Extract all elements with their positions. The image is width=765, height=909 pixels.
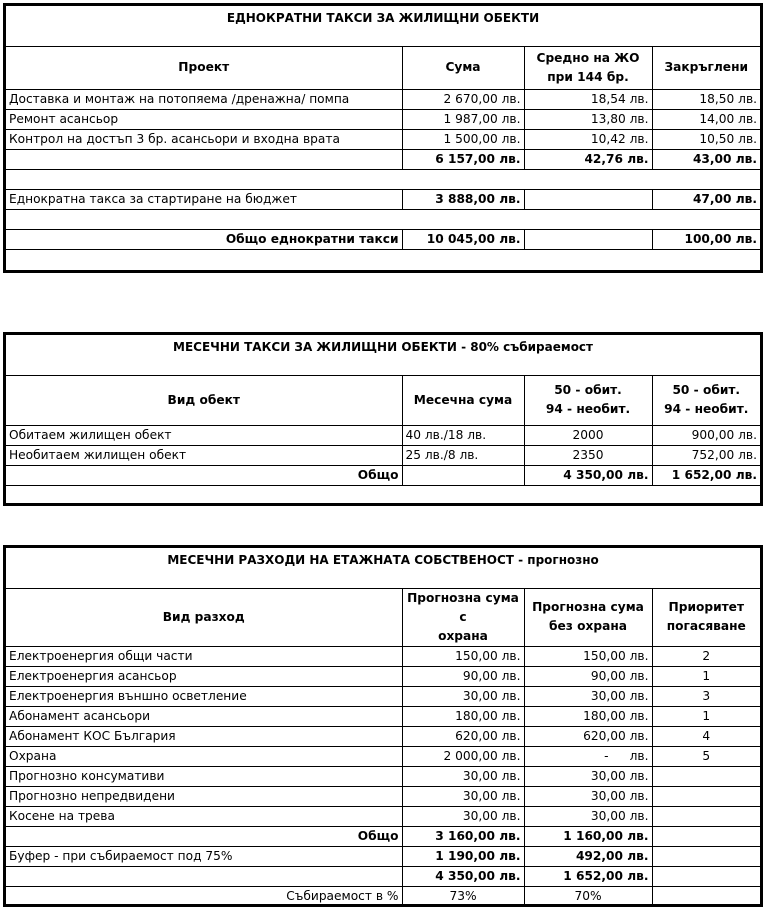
cell-without-guard: 90,00 лв. xyxy=(524,666,652,686)
header-line2: без охрана xyxy=(549,619,627,633)
subtotal-rounded: 43,00 лв. xyxy=(652,149,760,169)
budget-start-label: Еднократна такса за стартиране на бюджет xyxy=(6,189,402,209)
collection-without-guard: 70% xyxy=(524,886,652,906)
header-line2: погасяване xyxy=(666,619,746,633)
cell-sum: 1 500,00 лв. xyxy=(402,129,524,149)
buffer-label: Буфер - при събираемост под 75% xyxy=(6,846,402,866)
buffer-without-guard: 492,00 лв. xyxy=(524,846,652,866)
cell-col3: 2350 xyxy=(524,445,652,465)
cell-empty xyxy=(524,189,652,209)
buffer-row xyxy=(6,846,760,866)
cell-type: Абонамент КОС България xyxy=(6,726,402,746)
total-label: Общо еднократни такси xyxy=(6,229,402,249)
table-row xyxy=(6,726,760,746)
cell-empty xyxy=(6,209,760,229)
cell-with-guard: 180,00 лв. xyxy=(402,706,524,726)
cell-type: Електроенергия общи части xyxy=(6,646,402,666)
cell-without-guard: 30,00 лв. xyxy=(524,786,652,806)
budget-start-rounded: 47,00 лв. xyxy=(652,189,760,209)
cell-with-guard: 620,00 лв. xyxy=(402,726,524,746)
monthly-expenses-table xyxy=(3,545,763,907)
blank-row xyxy=(6,485,760,505)
cell-priority: 1 xyxy=(652,666,760,686)
collection-row xyxy=(6,886,760,906)
grand-total-row xyxy=(6,866,760,886)
total-rounded: 100,00 лв. xyxy=(652,229,760,249)
header-line2: охрана xyxy=(438,628,488,643)
header-type: Вид разход xyxy=(6,588,402,646)
total-col3: 4 350,00 лв. xyxy=(524,465,652,485)
header-priority xyxy=(652,588,760,646)
table-row xyxy=(6,646,760,666)
cell-empty xyxy=(524,229,652,249)
cell-monthly-sum: 40 лв./18 лв. xyxy=(402,425,524,445)
total-label: Общо xyxy=(6,465,402,485)
monthly-fees-table xyxy=(3,332,763,506)
grand-total-with-guard: 4 350,00 лв. xyxy=(402,866,524,886)
grand-total-without-guard: 1 652,00 лв. xyxy=(524,866,652,886)
header-occupancy-amount xyxy=(652,375,760,425)
cell-sum: 1 987,00 лв. xyxy=(402,109,524,129)
table-title: МЕСЕЧНИ ТАКСИ ЗА ЖИЛИЩНИ ОБЕКТИ - 80% събираемост xyxy=(6,335,760,375)
total-with-guard: 3 160,00 лв. xyxy=(402,826,524,846)
cell-type: Необитаем жилищен обект xyxy=(6,445,402,465)
cell-with-guard: 90,00 лв. xyxy=(402,666,524,686)
header-without-guard xyxy=(524,588,652,646)
collection-with-guard: 73% xyxy=(402,886,524,906)
currency-unit: лв. xyxy=(629,748,649,763)
subtotal-row xyxy=(6,149,760,169)
table-row xyxy=(6,786,760,806)
header-sum: Сума xyxy=(402,46,524,89)
table-row xyxy=(6,425,760,445)
cell-without-guard: 150,00 лв. xyxy=(524,646,652,666)
cell-type: Електроенергия асансьор xyxy=(6,666,402,686)
total-row xyxy=(6,229,760,249)
header-average xyxy=(524,46,652,89)
cell-empty xyxy=(652,826,760,846)
header-line2: 94 - необит. xyxy=(664,402,749,416)
cell-type: Охрана xyxy=(6,746,402,766)
cell-without-guard: 180,00 лв. xyxy=(524,706,652,726)
header-rounded: Закръглени xyxy=(652,46,760,89)
collection-label: Събираемост в % xyxy=(286,888,399,903)
total-row xyxy=(6,826,760,846)
table-row xyxy=(6,445,760,465)
cell-empty xyxy=(6,485,760,505)
header-line2: 94 - необит. xyxy=(545,402,631,416)
cell-type: Прогнозно непредвидени xyxy=(6,786,402,806)
header-type: Вид обект xyxy=(6,375,402,425)
total-label: Общо xyxy=(6,826,402,846)
cell-with-guard: 30,00 лв. xyxy=(402,786,524,806)
cell-priority xyxy=(652,786,760,806)
cell-type: Косене на трева xyxy=(6,806,402,826)
total-col4: 1 652,00 лв. xyxy=(652,465,760,485)
total-sum: 10 045,00 лв. xyxy=(402,229,524,249)
cell-average: 18,54 лв. xyxy=(524,89,652,109)
header-with-guard xyxy=(402,588,524,646)
cell-rounded: 10,50 лв. xyxy=(652,129,760,149)
cell-sum: 2 670,00 лв. xyxy=(402,89,524,109)
cell-col4: 752,00 лв. xyxy=(652,445,760,465)
header-line1: Прогнозна сума xyxy=(532,600,644,614)
cell-empty xyxy=(402,465,524,485)
table-row xyxy=(6,746,760,766)
table-row xyxy=(6,806,760,826)
cell-priority: 3 xyxy=(652,686,760,706)
table-title: ЕДНОКРАТНИ ТАКСИ ЗА ЖИЛИЩНИ ОБЕКТИ xyxy=(6,6,760,46)
cell-empty xyxy=(6,149,402,169)
header-project: Проект xyxy=(6,46,402,89)
cell-empty xyxy=(652,846,760,866)
total-without-guard: 1 160,00 лв. xyxy=(524,826,652,846)
cell-priority xyxy=(652,806,760,826)
cell-monthly-sum: 25 лв./8 лв. xyxy=(402,445,524,465)
cell-priority: 4 xyxy=(652,726,760,746)
cell-priority: 2 xyxy=(652,646,760,666)
cell-type: Прогнозно консумативи xyxy=(6,766,402,786)
cell-average: 10,42 лв. xyxy=(524,129,652,149)
buffer-with-guard: 1 190,00 лв. xyxy=(402,846,524,866)
budget-start-sum: 3 888,00 лв. xyxy=(402,189,524,209)
cell-with-guard: 30,00 лв. xyxy=(402,766,524,786)
cell-type: Електроенергия външно осветление xyxy=(6,686,402,706)
one-time-fees-table xyxy=(3,3,763,273)
blank-row xyxy=(6,209,760,229)
header-occupancy-count xyxy=(524,375,652,425)
cell-without-guard: 30,00 лв. xyxy=(524,806,652,826)
cell-priority: 5 xyxy=(652,746,760,766)
cell-rounded: 14,00 лв. xyxy=(652,109,760,129)
cell-with-guard: 2 000,00 лв. xyxy=(402,746,524,766)
table-title: МЕСЕЧНИ РАЗХОДИ НА ЕТАЖНАТА СОБСТВЕНОСТ - прогнозно xyxy=(6,548,760,588)
subtotal-average: 42,76 лв. xyxy=(524,149,652,169)
cell-empty xyxy=(6,249,760,269)
cell-with-guard: 150,00 лв. xyxy=(402,646,524,666)
header-line1: 50 - обит. xyxy=(672,383,741,397)
header-line1: 50 - обит. xyxy=(554,383,622,397)
cell-empty xyxy=(6,866,402,886)
total-row xyxy=(6,465,760,485)
cell-project: Контрол на достъп 3 бр. асансьори и входна врата xyxy=(6,129,402,149)
cell-without-guard: 620,00 лв. xyxy=(524,726,652,746)
cell-empty xyxy=(6,169,760,189)
cell-type: Абонамент асансьори xyxy=(6,706,402,726)
cell-with-guard: 30,00 лв. xyxy=(402,686,524,706)
header-line1: Прогнозна сума с xyxy=(407,590,519,624)
table-row xyxy=(6,706,760,726)
cell-project: Ремонт асансьор xyxy=(6,109,402,129)
header-line1: Приоритет xyxy=(668,600,745,614)
blank-row xyxy=(6,249,760,269)
cell-average: 13,80 лв. xyxy=(524,109,652,129)
cell-priority: 1 xyxy=(652,706,760,726)
dash: - xyxy=(604,748,609,763)
cell-with-guard: 30,00 лв. xyxy=(402,806,524,826)
header-average-line1: Средно на ЖО xyxy=(536,50,640,65)
budget-start-row xyxy=(6,189,760,209)
table-row xyxy=(6,89,760,109)
cell-without-guard: 30,00 лв. xyxy=(524,766,652,786)
cell-without-guard xyxy=(524,746,652,766)
cell-priority xyxy=(652,766,760,786)
cell-empty xyxy=(652,866,760,886)
header-monthly-sum: Месечна сума xyxy=(402,375,524,425)
cell-project: Доставка и монтаж на потопяема /дренажна/ помпа xyxy=(6,89,402,109)
table-row xyxy=(6,666,760,686)
subtotal-sum: 6 157,00 лв. xyxy=(402,149,524,169)
cell-rounded: 18,50 лв. xyxy=(652,89,760,109)
table-row xyxy=(6,686,760,706)
header-average-line2: при 144 бр. xyxy=(547,69,629,84)
table-row xyxy=(6,766,760,786)
cell-col3: 2000 xyxy=(524,425,652,445)
cell-without-guard: 30,00 лв. xyxy=(524,686,652,706)
table-row xyxy=(6,129,760,149)
cell-type: Обитаем жилищен обект xyxy=(6,425,402,445)
table-row xyxy=(6,109,760,129)
cell-empty xyxy=(652,886,760,906)
blank-row xyxy=(6,169,760,189)
cell-col4: 900,00 лв. xyxy=(652,425,760,445)
